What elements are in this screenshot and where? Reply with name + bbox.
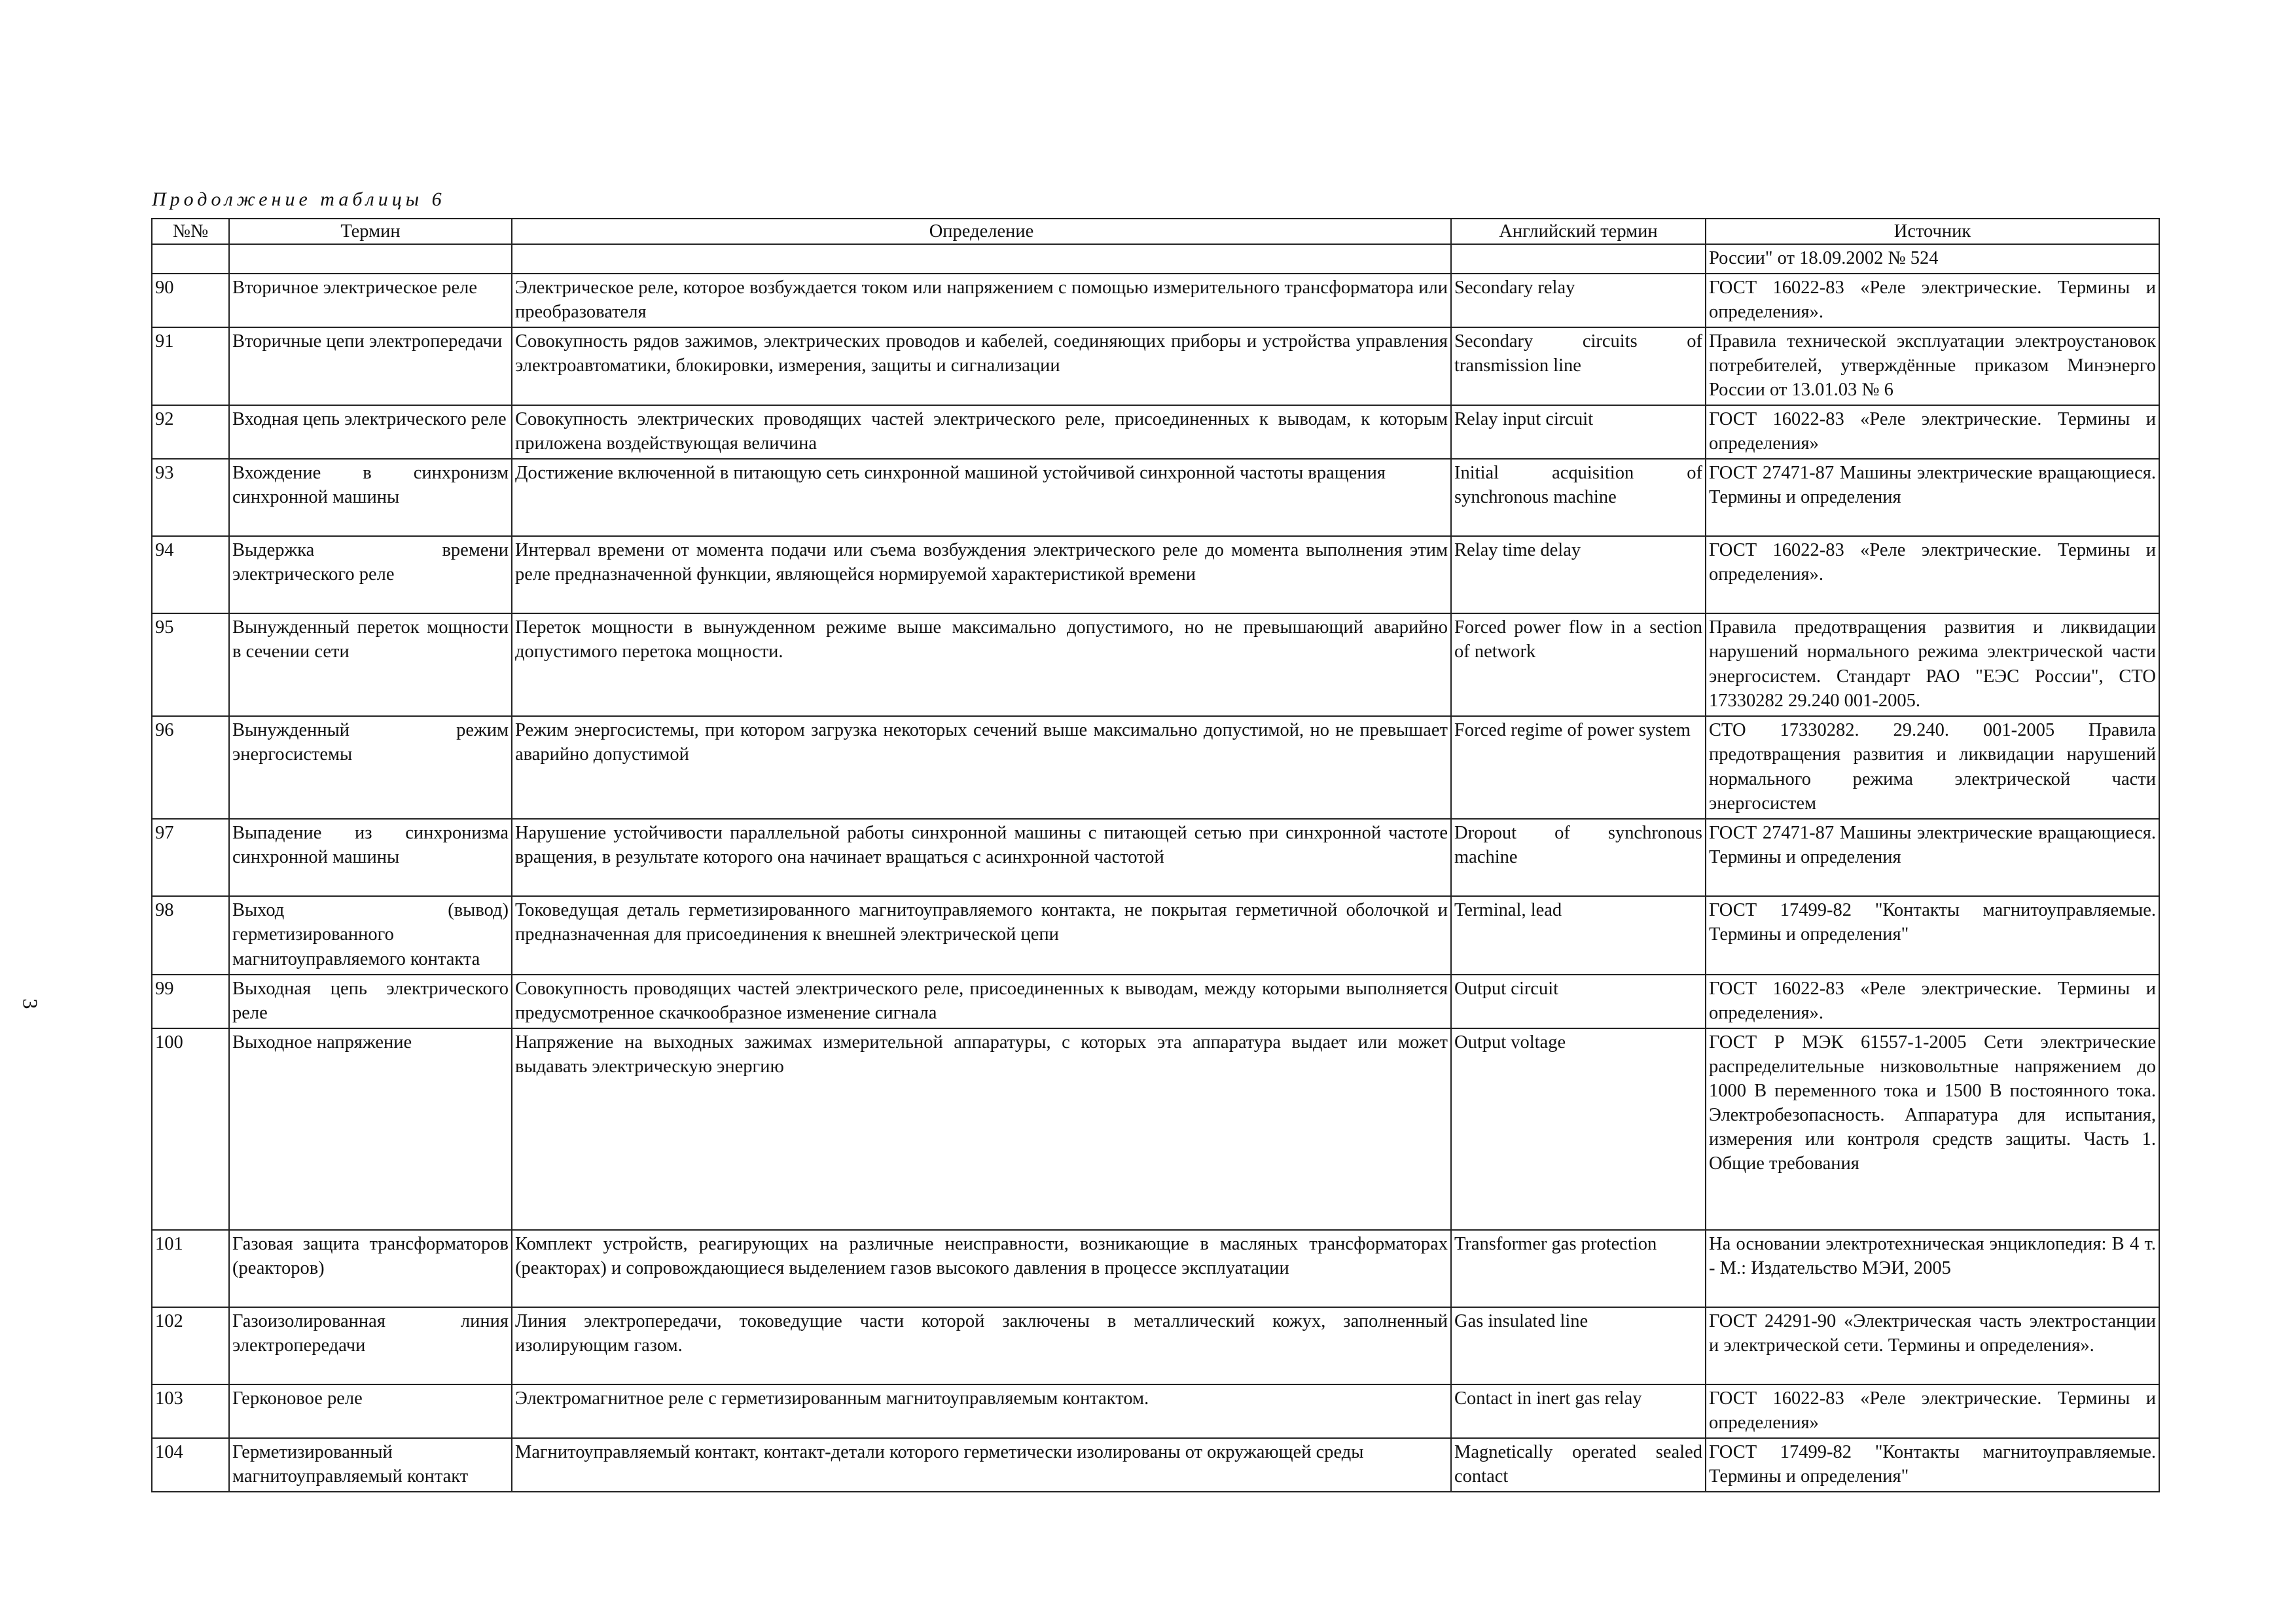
row-english: Contact in inert gas relay [1451,1384,1706,1438]
row-english: Initial acquisition of synchronous machine [1451,459,1706,536]
table-row [152,896,2159,974]
row-definition: Токоведущая деталь герметизированного магнитоуправляемого контакта, не покрытая герметичной оболочкой и предназначенная для присоединения к внешней электрической цепи [512,896,1451,974]
table-row [152,1438,2159,1492]
row-term: Выпадение из синхронизма синхронной машины [229,819,512,896]
row-source: ГОСТ 27471-87 Машины электрические вращающиеся. Термины и определения [1706,459,2159,536]
row-num: 103 [152,1384,229,1438]
table-row [152,274,2159,327]
header-num: №№ [152,219,229,244]
row-source: ГОСТ 16022-83 «Реле электрические. Термины и определения». [1706,274,2159,327]
row-num: 92 [152,405,229,459]
row-english: Terminal, lead [1451,896,1706,974]
table-row [152,459,2159,536]
table-caption: Продолжение таблицы 6 [152,189,446,210]
row-num: 95 [152,613,229,716]
row-term: Выходное напряжение [229,1028,512,1230]
table-row [152,1028,2159,1230]
table-row [152,405,2159,459]
table-row [152,613,2159,716]
row-source: ГОСТ 24291-90 «Электрическая часть электростанции и электрической сети. Термины и определения». [1706,1307,2159,1384]
row-definition: Нарушение устойчивости параллельной работы синхронной машины с питающей сетью при синхронной частоте вращения, в результате которого она начинает вращаться с асинхронной частотой [512,819,1451,896]
row-definition: Магнитоуправляемый контакт, контакт-детали которого герметически изолированы от окружающей среды [512,1438,1451,1492]
row-num: 91 [152,327,229,405]
table-row [152,975,2159,1028]
table-row [152,536,2159,613]
row-num: 102 [152,1307,229,1384]
row-english: Transformer gas protection [1451,1230,1706,1307]
row-term [229,244,512,274]
row-definition [512,244,1451,274]
row-source: России" от 18.09.2002 № 524 [1706,244,2159,274]
row-source: ГОСТ 16022-83 «Реле электрические. Термины и определения». [1706,975,2159,1028]
row-term: Выдержка времени электрического реле [229,536,512,613]
row-definition: Совокупность электрических проводящих частей электрического реле, присоединенных к выводам, к которым приложена воздействующая величина [512,405,1451,459]
table-row [152,716,2159,819]
row-definition: Достижение включенной в питающую сеть синхронной машиной устойчивой синхронной частоты вращения [512,459,1451,536]
row-num: 96 [152,716,229,819]
row-source: На основании электротехническая энциклопедия: В 4 т. - М.: Издательство МЭИ, 2005 [1706,1230,2159,1307]
row-definition: Совокупность рядов зажимов, электрических проводов и кабелей, соединяющих приборы и устройства управления электроавтоматики, блокировки, измерения, защиты и сигнализации [512,327,1451,405]
row-num: 101 [152,1230,229,1307]
row-num: 100 [152,1028,229,1230]
row-source: ГОСТ 27471-87 Машины электрические вращающиеся. Термины и определения [1706,819,2159,896]
row-definition: Переток мощности в вынужденном режиме выше максимально допустимого, но не превышающий аварийно допустимого перетока мощности. [512,613,1451,716]
row-definition: Интервал времени от момента подачи или съема возбуждения электрического реле до момента выполнения этим реле предназначенной функции, являющейся нормируемой характеристикой времени [512,536,1451,613]
row-term: Герметизированный магнитоуправляемый контакт [229,1438,512,1492]
row-english: Forced power flow in a section of network [1451,613,1706,716]
row-term: Газовая защита трансформаторов (реакторов) [229,1230,512,1307]
row-source: Правила технической эксплуатации электроустановок потребителей, утверждённые приказом Минэнерго России от 13.01.03 № 6 [1706,327,2159,405]
table-row [152,327,2159,405]
row-english: Output voltage [1451,1028,1706,1230]
header-source: Источник [1706,219,2159,244]
table-row [152,1307,2159,1384]
table-row [152,819,2159,896]
row-source: ГОСТ 16022-83 «Реле электрические. Термины и определения» [1706,1384,2159,1438]
row-english: Secondary circuits of transmission line [1451,327,1706,405]
row-definition: Совокупность проводящих частей электрического реле, присоединенных к выводам, между которыми выполняется предусмотренное скачкообразное изменение сигнала [512,975,1451,1028]
row-num [152,244,229,274]
row-source: ГОСТ Р МЭК 61557-1-2005 Сети электрические распределительные низковольтные напряжением до 1000 В переменного тока и 1500 В постоянного тока. Электробезопасность. Аппаратура для испытания, измерения или контроля средств защиты. Часть 1. Общие требования [1706,1028,2159,1230]
header-term: Термин [229,219,512,244]
row-definition: Линия электропередачи, токоведущие части которой заключены в металлический кожух, заполненный изолирующим газом. [512,1307,1451,1384]
row-english: Magnetically operated sealed contact [1451,1438,1706,1492]
row-num: 99 [152,975,229,1028]
row-english: Output circuit [1451,975,1706,1028]
table-row [152,244,2159,274]
row-source: ГОСТ 17499-82 "Контакты магнитоуправляемые. Термины и определения" [1706,1438,2159,1492]
row-term: Вторичное электрическое реле [229,274,512,327]
row-definition: Электрическое реле, которое возбуждается током или напряжением с помощью измерительного трансформатора или преобразователя [512,274,1451,327]
row-source: ГОСТ 16022-83 «Реле электрические. Термины и определения» [1706,405,2159,459]
header-english: Английский термин [1451,219,1706,244]
row-english: Gas insulated line [1451,1307,1706,1384]
row-num: 97 [152,819,229,896]
row-english [1451,244,1706,274]
row-english: Secondary relay [1451,274,1706,327]
row-term: Входная цепь электрического реле [229,405,512,459]
row-term: Вынужденный переток мощности в сечении сети [229,613,512,716]
row-term: Вторичные цепи электропередачи [229,327,512,405]
row-definition: Режим энергосистемы, при котором загрузка некоторых сечений выше максимально допустимой, но не превышает аварийно допустимой [512,716,1451,819]
row-definition: Комплект устройств, реагирующих на различные неисправности, возникающие в масляных трансформаторах (реакторах) и сопровождающиеся выделением газов высокого давления в процессе эксплуатации [512,1230,1451,1307]
row-definition: Напряжение на выходных зажимах измерительной аппаратуры, с которых эта аппаратура выдает или может выдавать электрическую энергию [512,1028,1451,1230]
row-english: Dropout of synchronous machine [1451,819,1706,896]
row-num: 98 [152,896,229,974]
row-source: ГОСТ 17499-82 "Контакты магнитоуправляемые. Термины и определения" [1706,896,2159,974]
table-row [152,1384,2159,1438]
terms-table [151,218,2160,1492]
row-term: Вынужденный режим энергосистемы [229,716,512,819]
row-term: Герконовое реле [229,1384,512,1438]
table-row [152,1230,2159,1307]
row-term: Вхождение в синхронизм синхронной машины [229,459,512,536]
row-english: Relay input circuit [1451,405,1706,459]
row-num: 94 [152,536,229,613]
row-num: 93 [152,459,229,536]
row-source: СТО 17330282. 29.240. 001-2005 Правила предотвращения развития и ликвидации нарушений нормального режима электрической части энергосистем [1706,716,2159,819]
row-num: 90 [152,274,229,327]
row-term: Выход (вывод) герметизированного магнитоуправляемого контакта [229,896,512,974]
header-definition: Определение [512,219,1451,244]
page-number: 3 [18,998,43,1009]
row-source: Правила предотвращения развития и ликвидации нарушений нормального режима электрической части энергосистем. Стандарт РАО "ЕЭС России", СТО 17330282 29.240 001-2005. [1706,613,2159,716]
row-num: 104 [152,1438,229,1492]
row-english: Forced regime of power system [1451,716,1706,819]
row-term: Выходная цепь электрического реле [229,975,512,1028]
row-definition: Электромагнитное реле с герметизированным магнитоуправляемым контактом. [512,1384,1451,1438]
row-term: Газоизолированная линия электропередачи [229,1307,512,1384]
header-row [152,219,2159,244]
row-english: Relay time delay [1451,536,1706,613]
row-source: ГОСТ 16022-83 «Реле электрические. Термины и определения». [1706,536,2159,613]
